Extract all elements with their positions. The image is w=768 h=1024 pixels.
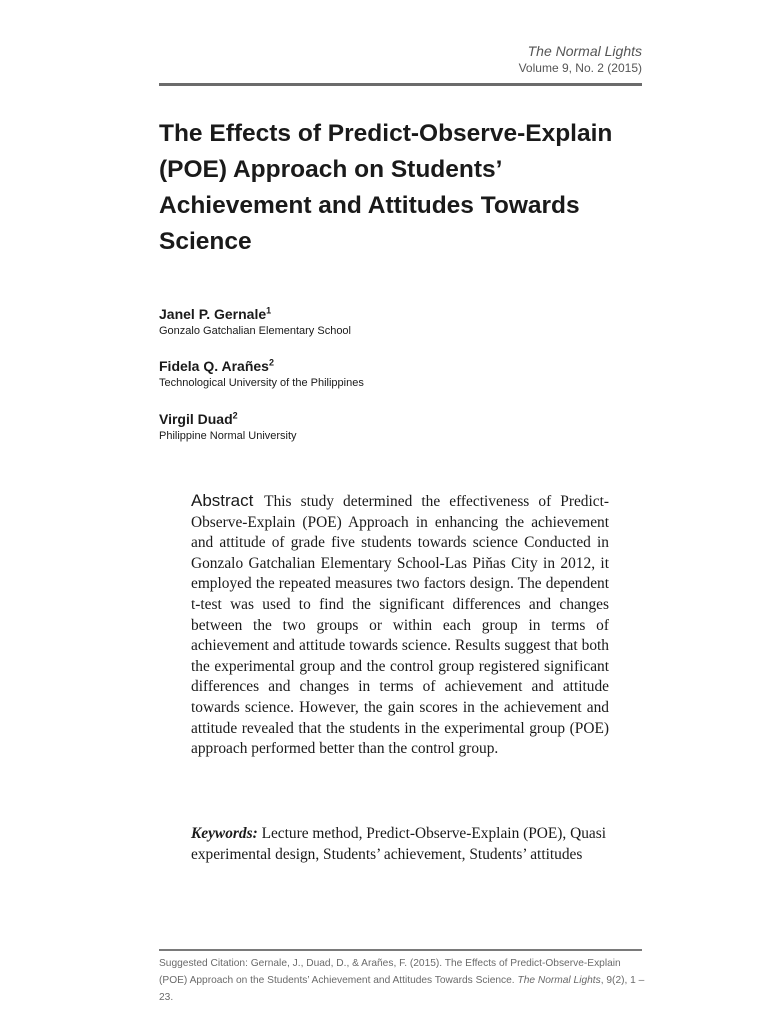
- keywords: [191, 823, 609, 865]
- author-affiliation: Technological University of the Philippines: [159, 377, 364, 389]
- journal-name: The Normal Lights: [527, 43, 642, 59]
- author-name: Fidela Q. Arañes$^2$: [159, 357, 274, 374]
- author-superscript: 1: [266, 305, 272, 316]
- abstract-label: Abstract: [191, 491, 254, 510]
- author-affiliation: Gonzalo Gatchalian Elementary School: [159, 325, 351, 337]
- abstract-text: This study determined the effectiveness of Predict-Observe-Explain (POE) Approach in enhancing the achievement and attitude of grade five students towards science Conducted in Gonzalo Gatchalian Elementary School-Las Piňas City in 2012, it employed the repeated measures two factors design. The dependent t-test was used to find the significant differences and changes between the two groups or within each group in terms of achievement and attitude towards science. Results suggest that both the experimental group and the control group registered significant differences and changes in terms of achievement and attitude towards science. However, the gain scores in the achievement and attitude revealed that the students in the experimental group (POE) approach performed better than the control group.: [191, 493, 609, 758]
- author-affiliation: Philippine Normal University: [159, 430, 297, 442]
- abstract: [191, 491, 609, 760]
- header-divider: [159, 83, 642, 86]
- keywords-label: Keywords:: [191, 825, 258, 842]
- keywords-text: Lecture method, Predict-Observe-Explain (POE), Quasi experimental design, Students’ achievement, Students’ attitudes: [191, 825, 607, 863]
- author-2: [159, 357, 364, 391]
- author-name: Janel P. Gernale$^1$: [159, 305, 272, 322]
- author-3: [159, 410, 297, 444]
- running-header: [519, 42, 642, 76]
- footer-divider: [159, 949, 642, 951]
- author-superscript: 2: [268, 357, 274, 368]
- author-superscript: 2: [232, 410, 238, 421]
- author-1: [159, 305, 351, 339]
- citation-text: Suggested Citation: Gernale, J., Duad, D., & Arañes, F. (2015). The Effects of Predict-Observe-Explain (POE) Approach on the Students’ Achievement and Attitudes Towards Science.: [159, 958, 621, 986]
- journal-volume: Volume 9, No. 2 (2015): [518, 61, 642, 75]
- paper-title: The Effects of Predict-Observe-Explain (POE) Approach on Students’ Achievement and Attitudes Towards Science: [159, 120, 613, 255]
- author-name: Virgil Duad$^2$: [159, 410, 238, 427]
- suggested-citation: [159, 955, 649, 1006]
- citation-pages: , 9(2), 1 – 23.: [159, 975, 645, 1003]
- citation-journal: The Normal Lights: [517, 975, 601, 986]
